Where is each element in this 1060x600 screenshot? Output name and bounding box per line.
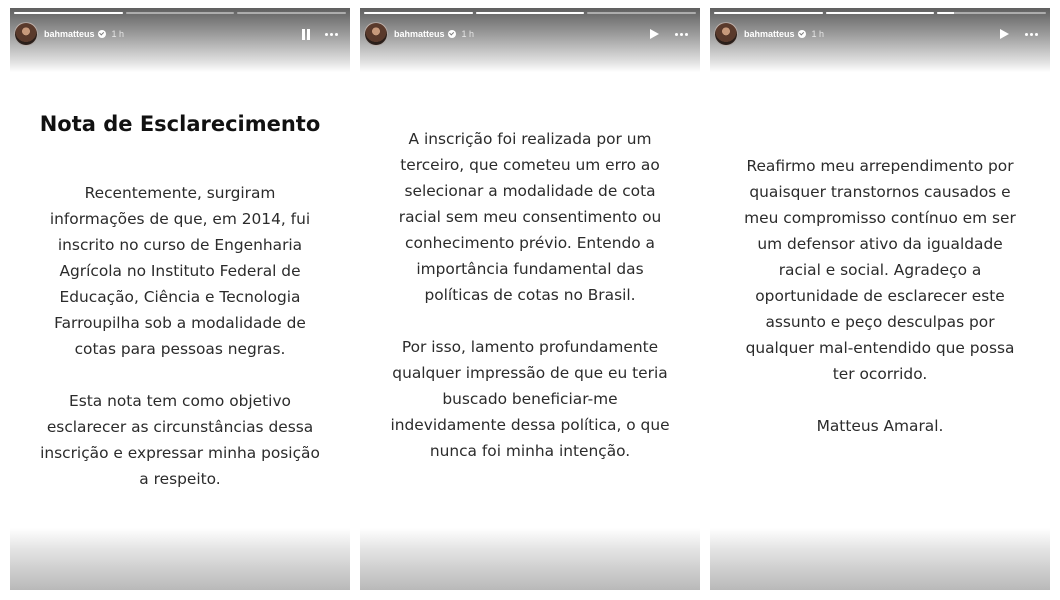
paragraph-1: Reafirmo meu arrependimento por quaisquer transtornos causados e meu compromisso contínuo em ser um defensor ativo da igualdade racial e social. Agradeço a oportunidade de esclarecer este assunto e peço desculpas por qualquer mal-entendido que possa ter ocorrido. xyxy=(744,157,1016,383)
story-content xyxy=(710,153,1050,439)
signature: Matteus Amaral. xyxy=(816,417,944,435)
pause-icon[interactable] xyxy=(301,29,311,40)
progress-segment-3 xyxy=(937,12,1046,14)
progress-segment-1 xyxy=(14,12,123,14)
verified-badge-icon xyxy=(98,30,106,38)
story-content xyxy=(360,126,700,464)
play-icon[interactable] xyxy=(1000,29,1009,39)
progress-segment-2 xyxy=(826,12,935,14)
story-progress-bar xyxy=(714,12,1046,14)
post-time: 1 h xyxy=(811,29,825,39)
story-content xyxy=(10,112,350,492)
bottom-gradient xyxy=(10,528,350,590)
story-panel-1[interactable] xyxy=(10,8,350,590)
bottom-gradient xyxy=(710,528,1050,590)
avatar[interactable] xyxy=(714,22,738,46)
story-progress-bar xyxy=(364,12,696,14)
story-panel-3[interactable] xyxy=(710,8,1050,590)
more-options-icon[interactable] xyxy=(675,33,688,36)
note-title: Nota de Esclarecimento xyxy=(39,112,321,136)
avatar[interactable] xyxy=(14,22,38,46)
story-header xyxy=(714,22,1042,46)
verified-badge-icon xyxy=(448,30,456,38)
paragraph-2: Esta nota tem como objetivo esclarecer as circunstâncias dessa inscrição e expressar minha posição a respeito. xyxy=(40,392,320,488)
username[interactable]: bahmatteus xyxy=(744,29,795,39)
paragraph-1: A inscrição foi realizada por um terceiro, que cometeu um erro ao selecionar a modalidade de cota racial sem meu consentimento ou conhecimento prévio. Entendo a importância fundamental das políticas de cotas no Brasil. xyxy=(398,130,662,304)
story-panel-2[interactable] xyxy=(360,8,700,590)
username[interactable]: bahmatteus xyxy=(44,29,95,39)
post-time: 1 h xyxy=(111,29,125,39)
progress-segment-3 xyxy=(587,12,696,14)
progress-segment-2 xyxy=(476,12,585,14)
play-icon[interactable] xyxy=(650,29,659,39)
story-header xyxy=(14,22,342,46)
progress-segment-1 xyxy=(714,12,823,14)
bottom-gradient xyxy=(360,528,700,590)
more-options-icon[interactable] xyxy=(1025,33,1038,36)
story-header xyxy=(364,22,692,46)
paragraph-1: Recentemente, surgiram informações de que, em 2014, fui inscrito no curso de Engenharia Agrícola no Instituto Federal de Educação, Ciência e Tecnologia Farroupilha sob a modalidade de cotas para pessoas negras. xyxy=(49,184,311,358)
story-progress-bar xyxy=(14,12,346,14)
paragraph-2: Por isso, lamento profundamente qualquer impressão de que eu teria buscado beneficiar-me indevidamente dessa política, o que nunca foi minha intenção. xyxy=(390,338,670,460)
progress-segment-3 xyxy=(237,12,346,14)
username[interactable]: bahmatteus xyxy=(394,29,445,39)
more-options-icon[interactable] xyxy=(325,33,338,36)
avatar[interactable] xyxy=(364,22,388,46)
verified-badge-icon xyxy=(798,30,806,38)
post-time: 1 h xyxy=(461,29,475,39)
progress-segment-1 xyxy=(364,12,473,14)
progress-segment-2 xyxy=(126,12,235,14)
